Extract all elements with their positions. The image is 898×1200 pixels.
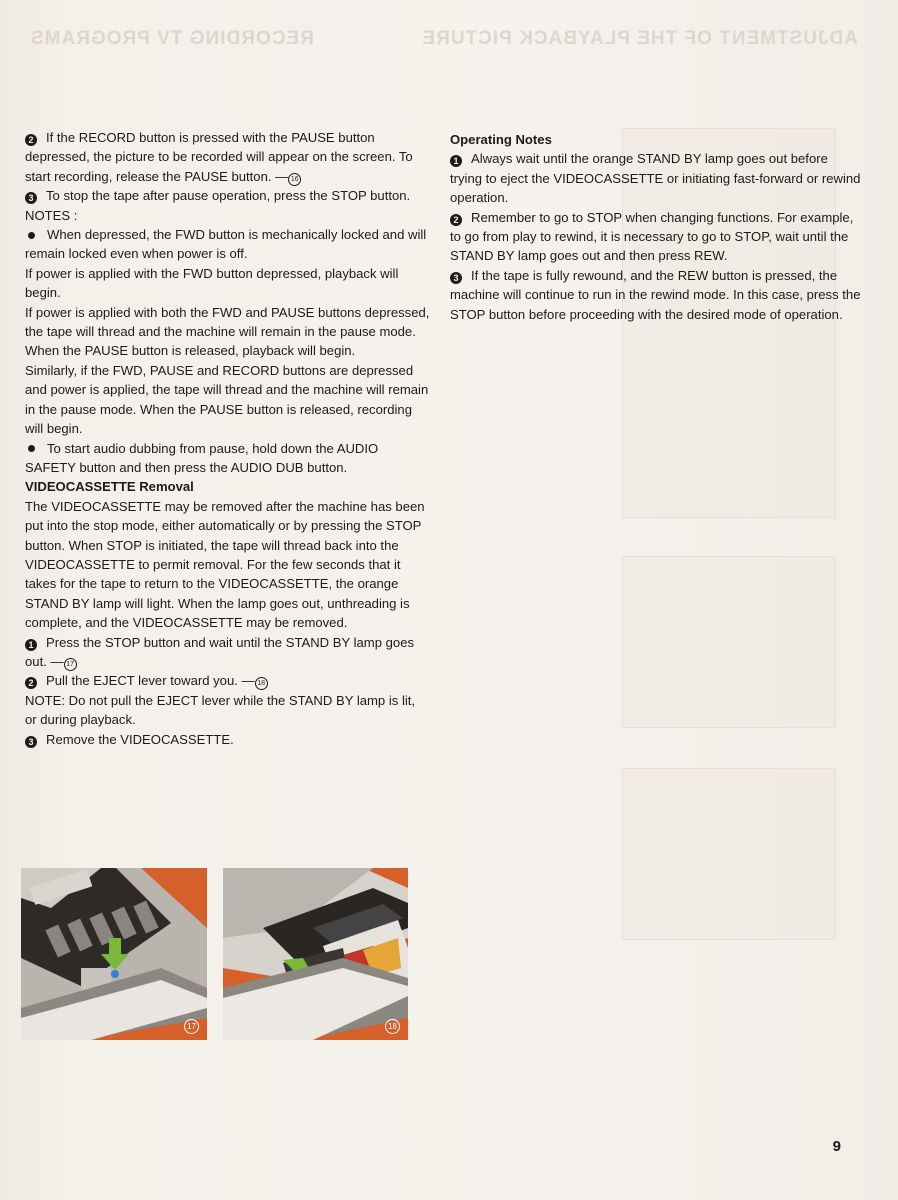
show-through-photo-2 [622, 556, 836, 728]
figure-ref: 16 [288, 173, 301, 186]
step-paragraph: 2 Pull the EJECT lever toward you. — 18 [25, 671, 430, 690]
bullet-icon [28, 445, 35, 452]
vcr-top-illustration [21, 868, 207, 1040]
note-text: NOTE: Do not pull the EJECT lever while the STAND BY lamp is lit, or during playback. [25, 692, 416, 728]
operating-note: 1 Always wait until the orange STAND BY lamp goes out before trying to eject the VIDEOCASSETTE or initiating fast-forward or rewind operation. [450, 151, 861, 206]
show-through-header [30, 28, 858, 58]
bullet-icon [28, 232, 35, 239]
note-text: If power is applied with the FWD button depressed, playback will begin. [25, 265, 399, 301]
note-text: If power is applied with both the FWD and PAUSE buttons depressed, the tape will thread and the machine will remain in the pause mode. [25, 304, 430, 340]
step-number-2: 2 [450, 214, 462, 226]
step-paragraph: 3 To stop the tape after pause operation, press the STOP button. [25, 186, 430, 205]
section-heading: Operating Notes [450, 132, 552, 147]
step-number-3: 3 [25, 192, 37, 204]
left-column [25, 128, 430, 749]
step-paragraph: 1 Press the STOP button and wait until the STAND BY lamp goes out. — 17 [25, 634, 415, 669]
notes-label: NOTES : [25, 207, 78, 223]
note-text: Similarly, if the FWD, PAUSE and RECORD buttons are depressed and power is applied, the tape will thread and the machine will remain in the pause mode. When the PAUSE button is released, recording will begin. [25, 362, 429, 437]
step-number-3: 3 [25, 736, 37, 748]
note-item: To start audio dubbing from pause, hold down the AUDIO SAFETY button and then press the AUDIO DUB button. [25, 440, 379, 475]
photo-eject-cassette [223, 868, 408, 1040]
note-item: When depressed, the FWD button is mechanically locked and will remain locked even when power is off. [25, 227, 427, 262]
step-paragraph: 2 If the RECORD button is pressed with the PAUSE button depressed, the picture to be recorded will appear on the screen. To start recording, release the PAUSE button. — 16 [25, 130, 413, 184]
ghost-header-left: ADJUSTMENT OF THE PLAYBACK PICTURE [421, 28, 858, 49]
step-number-3: 3 [450, 272, 462, 284]
figure-label: 17 [184, 1019, 199, 1034]
step-number-2: 2 [25, 677, 37, 689]
step-number-2: 2 [25, 134, 37, 146]
operating-note: 3 If the tape is fully rewound, and the REW button is pressed, the machine will continue to run in the rewind mode. In this case, press the STOP button before proceeding with the desired mode of operation. [450, 267, 861, 322]
figure-ref: 17 [64, 658, 77, 671]
section-heading: VIDEOCASSETTE Removal [25, 479, 194, 495]
step-number-1: 1 [450, 155, 462, 167]
figure-label: 18 [385, 1019, 400, 1034]
ghost-header-right: RECORDING TV PROGRAMS [30, 28, 314, 49]
step-paragraph: 3 Remove the VIDEOCASSETTE. [25, 730, 430, 749]
operating-note: 2 Remember to go to STOP when changing functions. For example, to go from play to rewind, it is necessary to go to STOP, wait until the STAND BY lamp goes out and then press REW. [450, 209, 854, 264]
step-number-1: 1 [25, 639, 37, 651]
photo-stop-button [21, 868, 207, 1040]
page-number: 9 [832, 1138, 841, 1155]
right-column [450, 130, 862, 324]
figure-ref: 18 [255, 677, 268, 690]
note-text: When the PAUSE button is released, playback will begin. [25, 343, 356, 359]
removal-paragraph: The VIDEOCASSETTE may be removed after the machine has been put into the stop mode, either automatically or by pressing the STOP button. When STOP is initiated, the tape will thread back into the VIDEOCASSETTE to permit removal. For the few seconds that it takes for the tape to return to the VIDEOCASSETTE, the orange STAND BY lamp will light. When the lamp goes out, unthreading is complete, and the VIDEOCASSETTE may be removed. [25, 498, 425, 631]
show-through-photo-3 [622, 768, 836, 940]
vcr-eject-illustration [223, 868, 408, 1040]
